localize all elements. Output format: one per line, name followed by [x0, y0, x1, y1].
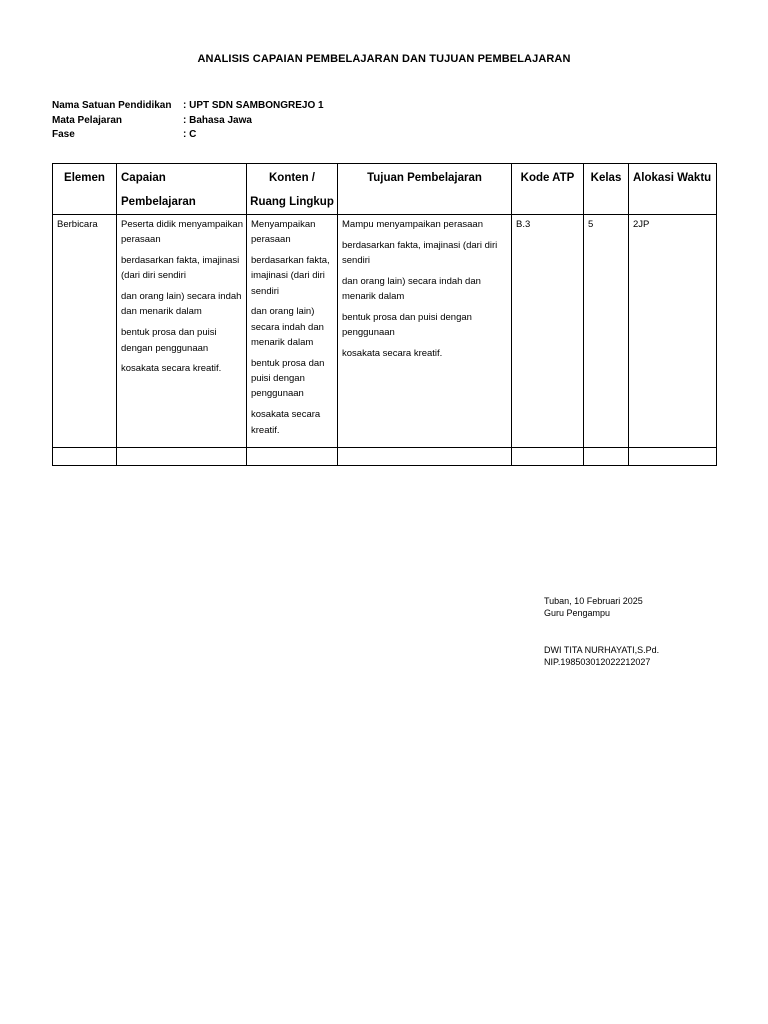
place-date: Tuban, 10 Februari 2025	[544, 596, 643, 606]
header-konten	[247, 164, 338, 215]
konten-paragraph: bentuk prosa dan puisi dengan penggunaan	[251, 357, 325, 400]
analysis-table	[52, 163, 717, 466]
header-kode: Kode ATP	[512, 164, 584, 215]
empty-cell	[338, 448, 512, 466]
tujuan-paragraph: berdasarkan fakta, imajinasi (dari diri sendiri	[342, 239, 498, 267]
header-kelas: Kelas	[584, 164, 629, 215]
signature-block	[544, 595, 659, 668]
cell-alokasi: 2JP	[629, 215, 717, 448]
header-elemen: Elemen	[53, 164, 117, 215]
konten-paragraph: kosakata secara kreatif.	[251, 409, 321, 436]
info-row-phase	[52, 128, 324, 143]
identity-block	[52, 99, 324, 143]
capaian-paragraph: berdasarkan fakta, imajinasi (dari diri sendiri	[121, 255, 240, 282]
capaian-paragraph: dan orang lain) secara indah dan menarik dalam	[121, 291, 242, 318]
info-label: Mata Pelajaran	[52, 114, 123, 126]
cell-kelas: 5	[584, 215, 629, 448]
table-header-row	[53, 164, 717, 215]
header-konten-line2: Ruang Lingkup	[250, 196, 334, 208]
signer-nip: NIP.198503012022212027	[544, 657, 651, 667]
info-row-subject	[52, 114, 324, 129]
info-label: Fase	[52, 129, 75, 140]
konten-paragraph: dan orang lain) secara indah dan menarik dalam	[251, 306, 324, 349]
tujuan-paragraph: kosakata secara kreatif.	[342, 348, 443, 360]
info-row-school	[52, 99, 324, 114]
cell-elemen: Berbicara	[53, 215, 117, 448]
konten-paragraph: Menyampaikan perasaan	[251, 219, 316, 246]
empty-table-row	[53, 448, 717, 466]
tujuan-paragraph: dan orang lain) secara indah dan menarik dalam	[342, 275, 481, 303]
tujuan-paragraph: bentuk prosa dan puisi dengan penggunaan	[342, 311, 472, 339]
cell-tujuan	[338, 215, 512, 448]
header-capaian: Capaian Pembelajaran	[117, 164, 247, 215]
cell-konten	[247, 215, 338, 448]
info-label: Nama Satuan Pendidikan	[52, 100, 172, 111]
empty-cell	[247, 448, 338, 466]
tujuan-paragraph: Mampu menyampaikan perasaan	[342, 219, 483, 230]
capaian-paragraph: Peserta didik menyampaikan perasaan	[121, 219, 243, 246]
header-tujuan: Tujuan Pembelajaran	[338, 164, 512, 215]
signature-space	[544, 619, 659, 644]
konten-paragraph: berdasarkan fakta, imajinasi (dari diri sendiri	[251, 255, 330, 297]
empty-cell	[117, 448, 247, 466]
document-title: ANALISIS CAPAIAN PEMBELAJARAN DAN TUJUAN PEMBELAJARAN	[197, 53, 571, 65]
header-alokasi: Alokasi Waktu	[629, 164, 717, 215]
capaian-paragraph: bentuk prosa dan puisi dengan penggunaan	[121, 327, 217, 354]
info-value: : Bahasa Jawa	[183, 114, 252, 126]
empty-cell	[512, 448, 584, 466]
header-konten-line1: Konten /	[269, 172, 315, 184]
capaian-paragraph: kosakata secara kreatif.	[121, 363, 222, 375]
empty-cell	[53, 448, 117, 466]
signer-role: Guru Pengampu	[544, 608, 611, 618]
empty-cell	[584, 448, 629, 466]
info-value: : C	[183, 129, 197, 140]
signer-name: DWI TITA NURHAYATI,S.Pd.	[544, 645, 660, 655]
cell-capaian	[117, 215, 247, 448]
info-value: : UPT SDN SAMBONGREJO 1	[183, 100, 324, 111]
cell-kode: B.3	[512, 215, 584, 448]
empty-cell	[629, 448, 717, 466]
table-row	[53, 215, 717, 448]
